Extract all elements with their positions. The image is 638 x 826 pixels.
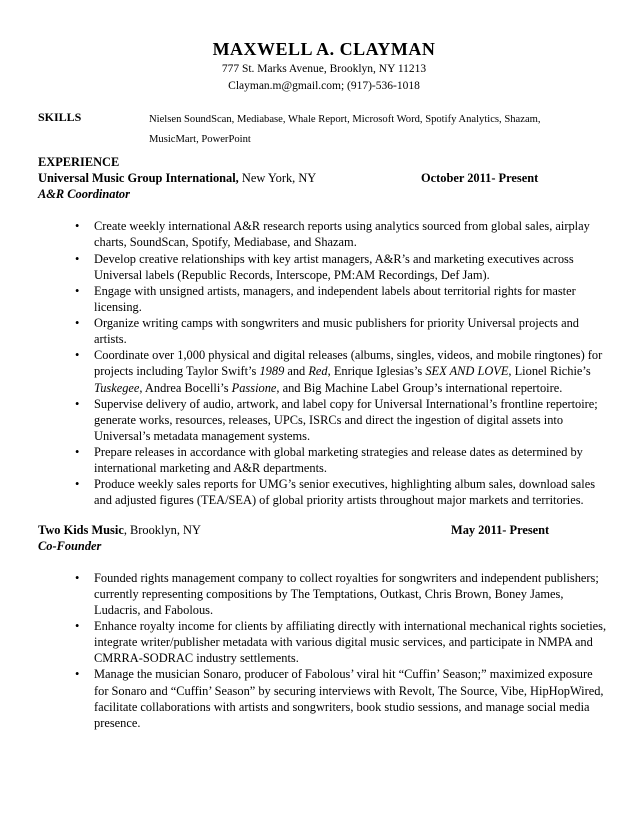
- bullet-icon: •: [75, 316, 80, 330]
- bullet-icon: •: [75, 348, 80, 363]
- job-role: Co-Founder: [38, 538, 102, 553]
- bullet-icon: •: [75, 283, 80, 298]
- list-item: • Supervise delivery of audio, artwork, and label copy for Universal International’s frontline repertoire; generate works, resources, releases, UPCs, ISRCs and direct the ingestion of digital assets into Universal’s metadata management systems.: [75, 396, 598, 443]
- job-role: A&R Coordinator: [38, 187, 130, 202]
- list-item: • Produce weekly sales reports for UMG’s senior executives, highlighting album sales, download sales and adjusted figures (TEA/SEA) of global priority artists throughout major markets and territories.: [75, 477, 596, 508]
- list-item: • Prepare releases in accordance with global marketing strategies and release dates as determined by international marketing and A&R departments.: [75, 445, 583, 476]
- resume-header: [0, 38, 638, 95]
- job-dates: May 2011- Present: [451, 522, 550, 537]
- list-item: • Develop creative relationships with key artist managers, A&R’s and marketing executives across Universal labels (Republic Records, Interscope, PM:AM Recordings, Def Jam).: [75, 251, 574, 282]
- job-header-two-kids-music: [38, 522, 608, 538]
- skills-list: [149, 110, 609, 149]
- email-phone-line: Clayman.m@gmail.com; (917)-536-1018: [228, 80, 420, 93]
- list-item: • Coordinate over 1,000 physical and digital releases (albums, singles, videos, and mobile ringtones) for projects including Taylor Swift’s 1989 and Red, Enrique Iglesias’s SEX AND LOVE, Lionel Richie’s Tuskegee, Andrea Bocelli’s Passione, and Big Machine Label Group’s international repertoire.: [75, 348, 603, 395]
- list-item: • Manage the musician Sonaro, producer of Fabolous’ viral hit “Cuffin’ Season;” maximized exposure for Sonaro and “Cuffin’ Season” by securing interviews with Revolt, The Source, Vibe, HipHopWired, facilitate collaborations with artists and songwriters, book studio sessions, and manage social media presence.: [75, 667, 604, 730]
- job-bullets-umg: [38, 218, 608, 508]
- list-item: • Organize writing camps with songwriters and music publishers for priority Universal projects and artists.: [75, 316, 579, 347]
- bullet-icon: •: [75, 219, 80, 234]
- bullet-icon: •: [75, 251, 80, 266]
- candidate-name: MAXWELL A. CLAYMAN: [212, 39, 436, 59]
- bullet-icon: •: [75, 619, 80, 633]
- skills-line-1: Nielsen SoundScan, Mediabase, Whale Report, Microsoft Word, Spotify Analytics, Shazam,: [149, 114, 541, 125]
- job-bullets-two-kids-music: [38, 570, 608, 731]
- company-name: Two Kids Music: [38, 522, 124, 537]
- list-item: • Create weekly international A&R research reports using analytics sourced from global sales, airplay charts, SoundScan, Spotify, Mediabase, and Shazam.: [75, 219, 590, 250]
- experience-heading: EXPERIENCE: [38, 155, 120, 169]
- address-line: 777 St. Marks Avenue, Brooklyn, NY 11213: [221, 63, 427, 76]
- bullet-icon: •: [75, 667, 80, 682]
- company-location: New York, NY: [238, 171, 317, 186]
- experience-section: [38, 154, 608, 731]
- list-item: • Enhance royalty income for clients by affiliating directly with international mechanical rights societies, integrate writer/publisher metadata with various digital music services, and participate in NMPA and CMRRA-SODRAC industry settlements.: [75, 619, 607, 666]
- bullet-icon: •: [75, 570, 80, 585]
- job-header-umg: [38, 170, 608, 186]
- job-dates: October 2011- Present: [421, 171, 539, 186]
- skills-line-2: MusicMart, PowerPoint: [149, 133, 251, 145]
- list-item: • Engage with unsigned artists, managers, and independent labels about territorial rights for master licensing.: [75, 283, 576, 314]
- bullet-icon: •: [75, 396, 80, 411]
- bullet-icon: •: [75, 477, 80, 492]
- list-item: • Founded rights management company to collect royalties for songwriters and independent publishers; currently representing compositions by The Temptations, Outkast, Chris Brown, Boney James, Ludacris, and Fabolous.: [75, 570, 599, 617]
- skills-heading: SKILLS: [38, 110, 82, 124]
- bullet-icon: •: [75, 445, 80, 459]
- company-location: , Brooklyn, NY: [123, 522, 201, 537]
- company-name: Universal Music Group International,: [38, 171, 239, 186]
